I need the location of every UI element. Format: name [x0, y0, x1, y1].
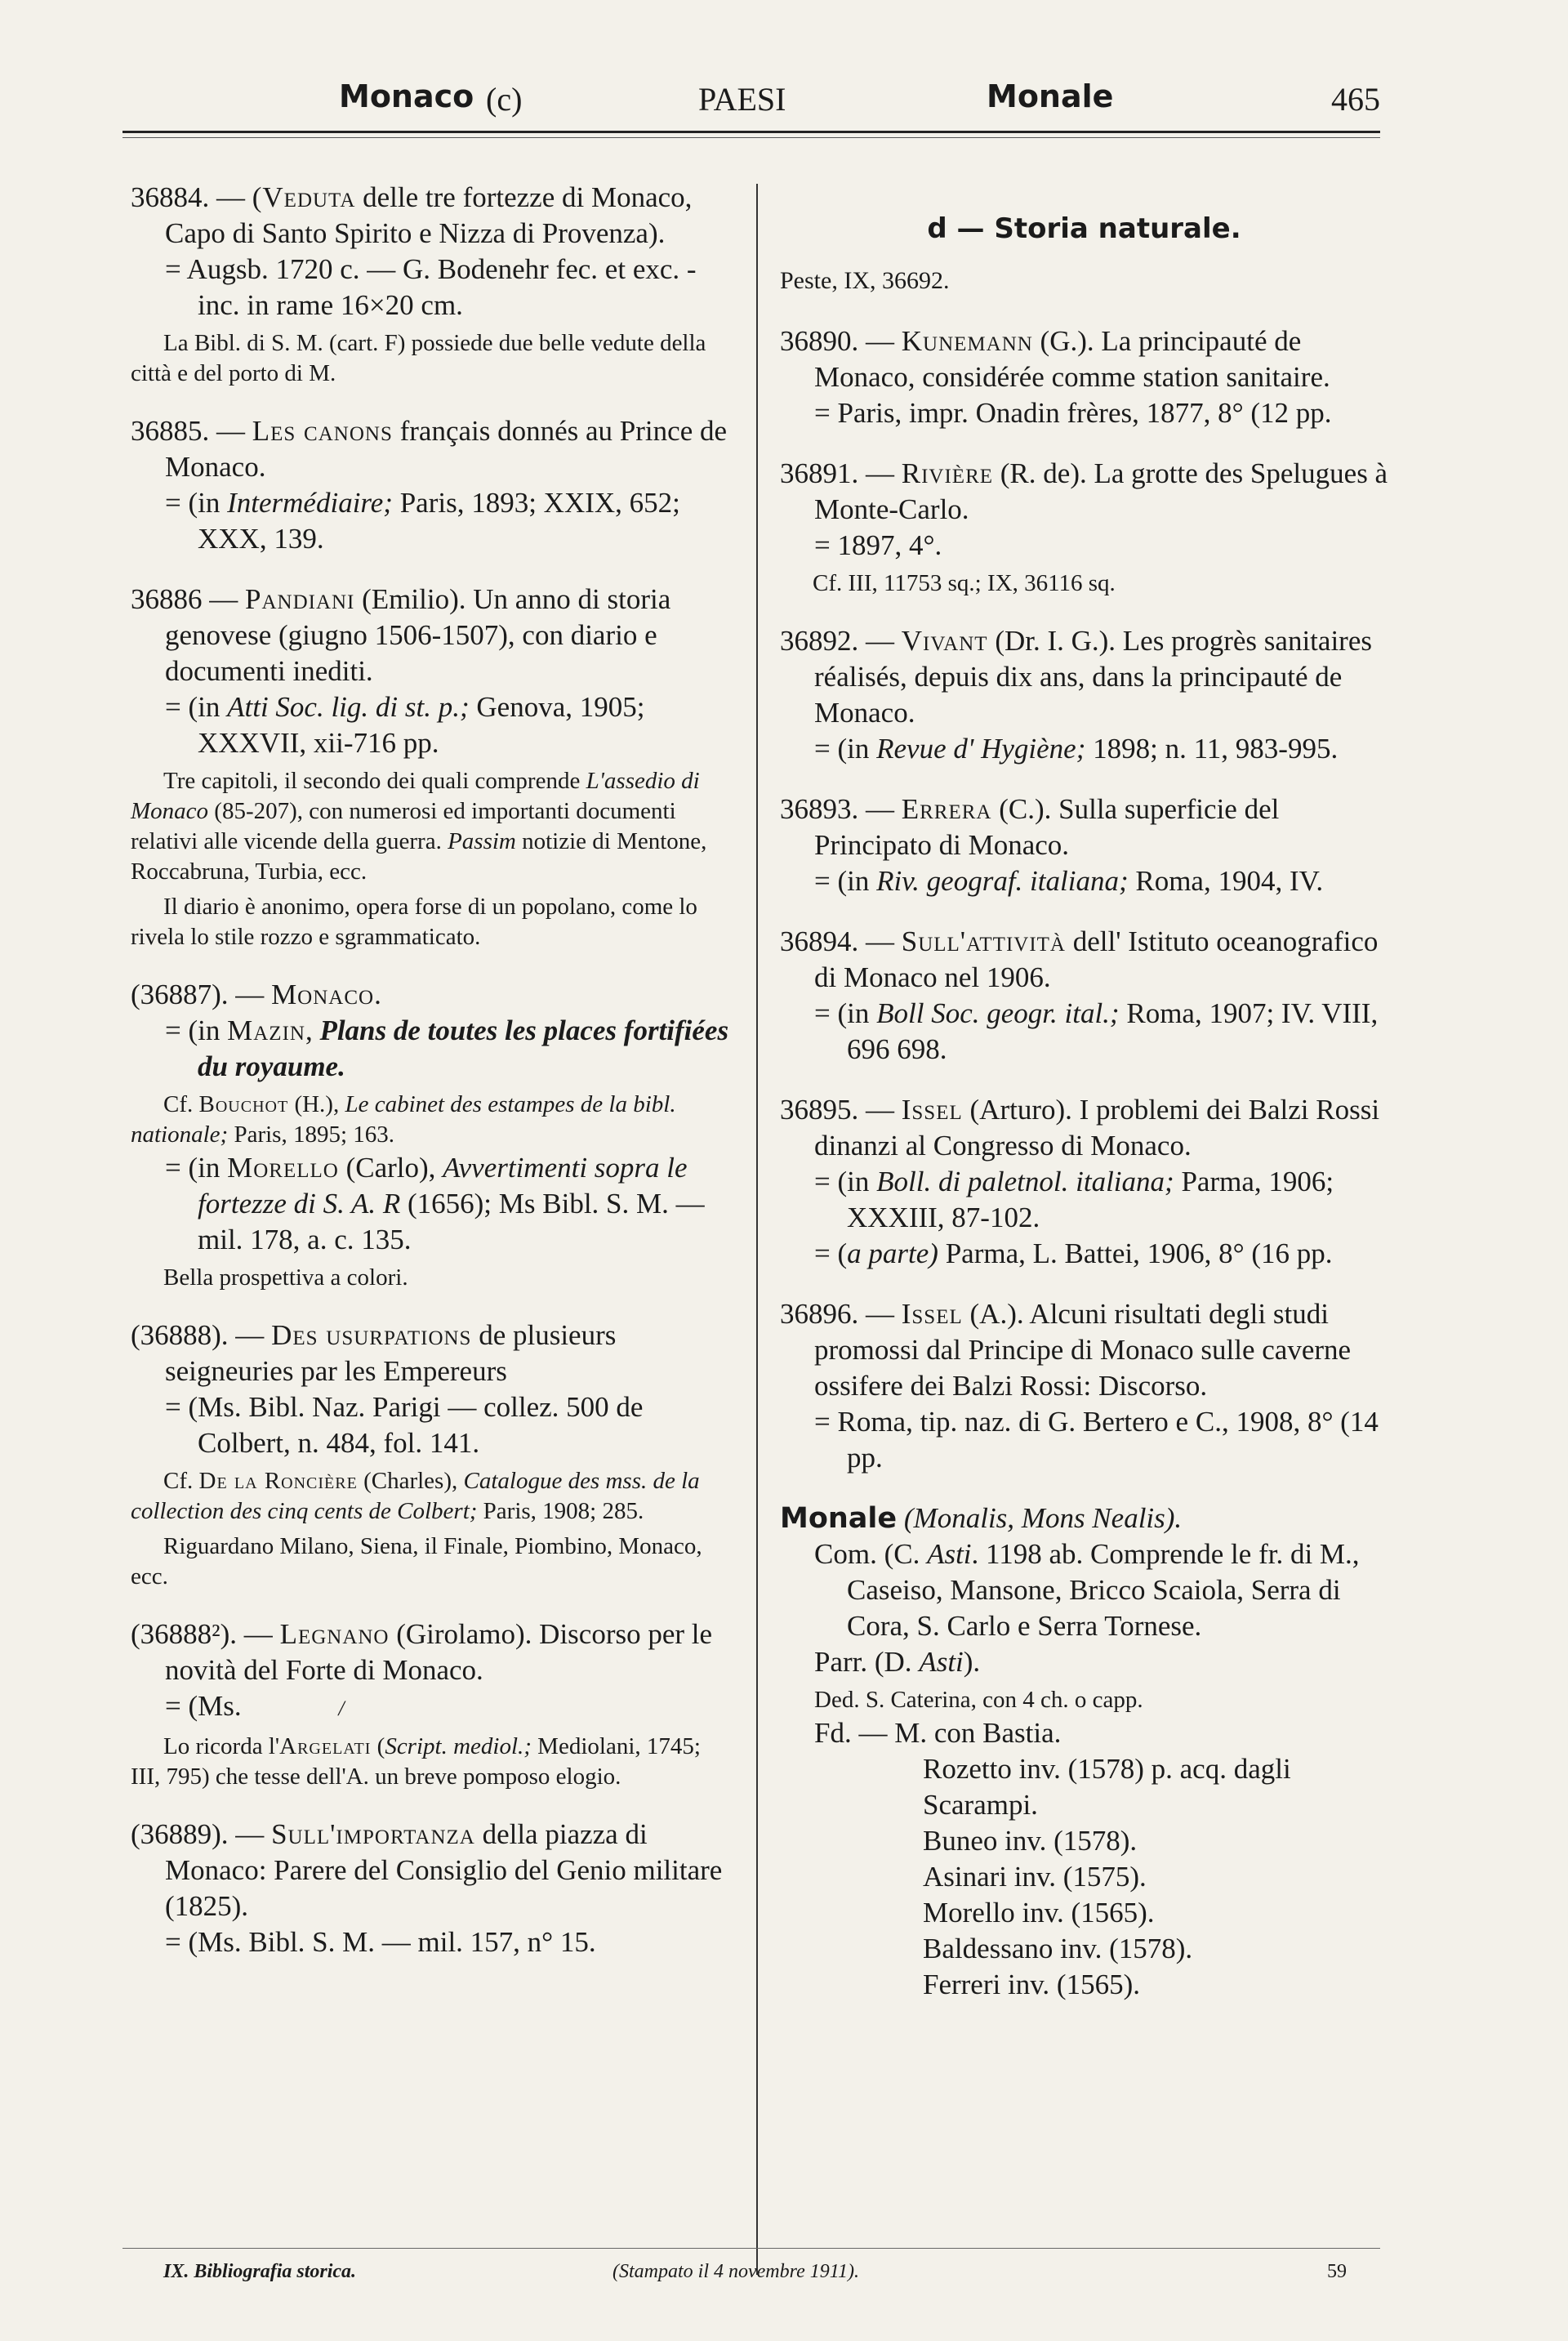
entry-36884-publication: = Augsb. 1720 c. — G. Bodenehr fec. et exc. - inc. in rame 16×20 cm.	[165, 253, 697, 321]
entry-36888-note-1	[131, 1466, 735, 1527]
note-italic: Le cabinet des estampes de la bibl. nationale;	[131, 1091, 676, 1148]
entry-36893	[780, 791, 1388, 899]
pub-text: = (Ms.	[165, 1690, 242, 1722]
entry-36895-offprint	[780, 1236, 1388, 1272]
pub-title: Plans de toutes les places fortifiées du royaume.	[198, 1014, 729, 1082]
entry-title: Sull'importanza	[271, 1818, 475, 1850]
pub-prefix: = (in	[165, 1014, 228, 1046]
note-author: De la Roncière	[198, 1468, 358, 1494]
entry-number: (36887). —	[131, 979, 265, 1010]
pub-journal: Intermédiaire;	[227, 487, 393, 519]
monale-heading	[780, 1500, 1388, 1536]
feudo-item: Buneo inv. (1578).	[923, 1825, 1138, 1857]
entry-text: della piazza di Monaco: Parere del Consiglio del Genio militare (1825).	[165, 1818, 723, 1922]
entry-36887-note-1	[131, 1090, 735, 1150]
entry-36888	[131, 1318, 735, 1592]
note-text: Lo ricorda l'	[163, 1733, 280, 1759]
pub-details: Paris, 1893; XXIX, 652; XXX, 139.	[198, 487, 680, 555]
entry-36888-2-main	[131, 1616, 735, 1688]
section-heading: d — Storia naturale.	[927, 212, 1241, 245]
right-column	[780, 180, 1388, 2003]
column-divider	[756, 184, 758, 2275]
entry-36884-note: La Bibl. di S. M. (cart. F) possiede due belle vedute della città e del porto di M.	[131, 330, 706, 386]
entry-36890	[780, 323, 1388, 431]
pub-details: Roma, 1907; IV. VIII, 696 698.	[847, 997, 1379, 1065]
note-text: Paris, 1895; 163.	[228, 1121, 395, 1148]
feudo-item: Ferreri inv. (1565).	[923, 1969, 1140, 2000]
pub-journal: Riv. geograf. italiana;	[876, 865, 1129, 897]
note-text: (H.),	[288, 1091, 345, 1117]
feudo-item: Asinari inv. (1575).	[923, 1861, 1147, 1893]
entry-36890-main	[780, 323, 1388, 395]
feudo-item: Baldessano inv. (1578).	[923, 1933, 1193, 1964]
pub-title: Avvertimenti sopra le fortezze di S. A. R	[198, 1152, 688, 1220]
entry-36888-main	[131, 1318, 735, 1389]
pub-prefix: = (	[814, 1237, 848, 1269]
monale-parrocchia	[780, 1644, 1388, 1680]
entry-36888-2-note	[131, 1732, 735, 1792]
entry-text: (Girolamo). Discorso per le novità del Forte di Monaco.	[165, 1618, 713, 1686]
entry-title: Errera	[901, 793, 992, 825]
running-header	[122, 72, 1380, 129]
header-rule	[122, 131, 1380, 133]
entry-36895	[780, 1092, 1388, 1272]
place-name: Monale	[780, 1502, 898, 1535]
monale-dedication: Ded. S. Caterina, con 4 ch. o capp.	[814, 1687, 1143, 1713]
entry-36887-publication	[131, 1013, 735, 1085]
page-footer	[122, 2261, 1380, 2294]
header-rule-thin	[122, 137, 1380, 138]
entry-36896-main	[780, 1296, 1388, 1404]
entry-36886-note-2: Il diario è anonimo, opera forse di un popolano, come lo rivela lo stile rozzo e sgrammaticato.	[131, 894, 697, 950]
header-center: PAESI	[698, 81, 786, 118]
pub-journal: Boll Soc. geogr. ital.;	[876, 997, 1120, 1029]
entry-number: 36884. —	[131, 181, 245, 213]
pub-journal: Boll. di paletnol. italiana;	[876, 1166, 1174, 1197]
entry-title: Monaco.	[271, 979, 382, 1010]
entry-36894-publication	[780, 996, 1388, 1068]
entry-number: 36890. —	[780, 325, 894, 357]
page-number: 465	[1331, 81, 1380, 118]
entry-36894	[780, 924, 1388, 1068]
entry-36893-publication	[780, 863, 1388, 899]
entry-36885-main	[131, 413, 735, 485]
entry-36885	[131, 413, 735, 557]
entry-number: 36891. —	[780, 457, 894, 489]
entry-36891-note: Cf. III, 11753 sq.; IX, 36116 sq.	[813, 570, 1116, 596]
entry-36891-publication: = 1897, 4°.	[814, 529, 942, 561]
note-italic: Passim	[448, 828, 516, 854]
note-italic: Catalogue des mss. de la collection des cinq cents de Colbert;	[131, 1468, 700, 1524]
entry-number: 36893. —	[780, 793, 894, 825]
entry-36886-publication	[131, 689, 735, 761]
comune-prefix: Com. (C.	[814, 1538, 928, 1570]
note-text: (85-207), con numerosi ed importanti documenti relativi alle vicende della guerra.	[131, 798, 676, 854]
footer-print-date: (Stampato il 4 novembre 1911).	[612, 2261, 859, 2282]
pub-sep: ,	[305, 1014, 320, 1046]
note-italic: Script. mediol.;	[385, 1733, 532, 1759]
entry-number: 36892. —	[780, 625, 894, 657]
header-right: Monale	[987, 78, 1114, 114]
pub-author: Mazin	[227, 1014, 305, 1046]
monale-comune	[780, 1536, 1388, 1644]
entry-title: (Veduta	[252, 181, 356, 213]
parr-suffix: ).	[963, 1646, 981, 1678]
entry-number: 36895. —	[780, 1094, 894, 1126]
entry-36896-publication: = Roma, tip. naz. di G. Bertero e C., 1908, 8° (14 pp.	[814, 1406, 1379, 1474]
entry-text: (G.). La principauté de Monaco, considérée comme station sanitaire.	[814, 325, 1330, 393]
entry-36893-main	[780, 791, 1388, 863]
pub-journal: Revue d' Hygiène;	[876, 733, 1086, 765]
pub-italic: a parte)	[847, 1237, 938, 1269]
place-latin-names: (Monalis, Mons Nealis).	[903, 1502, 1183, 1534]
entry-36887	[131, 977, 735, 1293]
entry-text: (C.). Sulla superficie del Principato di Monaco.	[814, 793, 1280, 861]
entry-title: Issel	[901, 1298, 963, 1330]
cross-reference-peste: Peste, IX, 36692.	[780, 267, 950, 294]
header-left-sub: (c)	[486, 81, 523, 118]
entry-36888-2-publication	[131, 1688, 735, 1727]
entry-36884-main	[131, 180, 735, 252]
entry-number: (36888). —	[131, 1319, 265, 1351]
pub-prefix: = (in	[814, 733, 877, 765]
entry-36884	[131, 180, 735, 389]
entry-text: de plusieurs seigneuries par les Empereurs	[165, 1319, 617, 1387]
entry-title: Legnano	[279, 1618, 390, 1650]
entry-title: Sull'attività	[901, 925, 1066, 957]
entry-36892	[780, 623, 1388, 767]
entry-text: delle tre fortezze di Monaco, Capo di Santo Spirito e Nizza di Provenza).	[165, 181, 693, 249]
pub-prefix: = (in	[165, 1152, 228, 1184]
note-author: Bouchot	[198, 1091, 289, 1117]
entry-number: (36889). —	[131, 1818, 265, 1850]
entry-36888-2	[131, 1616, 735, 1792]
entry-number: 36886 —	[131, 583, 238, 615]
footer-rule	[122, 2248, 1380, 2249]
entry-text: (Arturo). I problemi dei Balzi Rossi dinanzi al Congresso di Monaco.	[814, 1094, 1380, 1162]
comune-province: Asti	[927, 1538, 972, 1570]
note-text: notizie di Mentone, Roccabruna, Turbia, ecc.	[131, 828, 707, 885]
entry-text: (A.). Alcuni risultati degli studi promossi dal Principe di Monaco sulle caverne ossifere dei Balzi Rossi: Discorso.	[814, 1298, 1352, 1402]
note-text: Paris, 1908; 285.	[477, 1498, 644, 1524]
entry-36889-main	[131, 1817, 735, 1924]
entry-number: (36888²). —	[131, 1618, 273, 1650]
entry-36896	[780, 1296, 1388, 1476]
header-left: Monaco	[339, 78, 474, 114]
entry-36887-note-2: Bella prospettiva a colori.	[163, 1264, 408, 1291]
pub-details: (1656); Ms Bibl. S. M. — mil. 178, a. c. 135.	[198, 1188, 705, 1255]
monale-feudo: Fd. — M. con Bastia.	[814, 1717, 1062, 1749]
pub-details: Parma, 1906; XXXIII, 87-102.	[847, 1166, 1334, 1233]
pub-text: (Carlo),	[338, 1152, 443, 1184]
entry-36886-main	[131, 582, 735, 689]
entry-text: (R. de). La grotte des Spelugues à Monte-Carlo.	[814, 457, 1388, 525]
entry-36892-main	[780, 623, 1388, 731]
entry-title: Rivière	[901, 457, 994, 489]
note-text: Cf.	[163, 1468, 199, 1494]
pub-prefix: = (in	[165, 487, 228, 519]
monale-entry	[780, 1500, 1388, 2003]
pub-journal: Atti Soc. lig. di st. p.;	[227, 691, 470, 723]
entry-number: 36896. —	[780, 1298, 894, 1330]
entry-36890-publication: = Paris, impr. Onadin frères, 1877, 8° (12 pp.	[814, 397, 1332, 429]
left-column	[131, 180, 735, 1960]
entry-text: (Dr. I. G.). Les progrès sanitaires réalisés, depuis dix ans, dans la principauté de Monaco.	[814, 625, 1372, 729]
pub-author: Morello	[227, 1152, 339, 1184]
pub-details: Genova, 1905; XXXVII, xii-716 pp.	[198, 691, 645, 759]
entry-36886-note-1	[131, 766, 735, 887]
entry-title: Issel	[901, 1094, 963, 1126]
note-text: (	[371, 1733, 385, 1759]
entry-36886	[131, 582, 735, 952]
comune-text: . 1198 ab. Comprende le fr. di M., Caseiso, Mansone, Bricco Scaiola, Serra di Cora, S. Carlo e Serra Tornese.	[847, 1538, 1360, 1642]
pub-prefix: = (in	[814, 1166, 877, 1197]
note-text: Mediolani, 1745; III, 795) che tesse dell'A. un breve pomposo elogio.	[131, 1733, 701, 1790]
note-italic: L'assedio di Monaco	[131, 768, 700, 824]
pub-details: Parma, L. Battei, 1906, 8° (16 pp.	[938, 1237, 1333, 1269]
entry-text: dell' Istituto oceanografico di Monaco nel 1906.	[814, 925, 1379, 993]
entry-title: Pandiani	[245, 583, 355, 615]
feudo-item: Rozetto inv. (1578) p. acq. dagli Scarampi.	[923, 1753, 1291, 1821]
entry-36888-note-2: Riguardano Milano, Siena, il Finale, Piombino, Monaco, ecc.	[131, 1533, 702, 1590]
pub-prefix: = (in	[814, 997, 877, 1029]
footer-signature-number: 59	[1327, 2261, 1347, 2282]
entry-title: Les canons	[252, 415, 393, 447]
entry-36888-publication: = (Ms. Bibl. Naz. Parigi — collez. 500 de Colbert, n. 484, fol. 141.	[165, 1391, 644, 1459]
entry-36894-main	[780, 924, 1388, 996]
entry-number: 36885. —	[131, 415, 245, 447]
entry-36887-main	[131, 977, 735, 1013]
parr-diocese: Asti	[919, 1646, 964, 1678]
entry-text: (Emilio). Un anno di storia genovese (giugno 1506-1507), con diario e documenti inediti.	[165, 583, 671, 687]
entry-36887-publication-2	[131, 1150, 735, 1258]
entry-36889-publication: = (Ms. Bibl. S. M. — mil. 157, n° 15.	[165, 1926, 596, 1958]
footer-series: IX. Bibliografia storica.	[163, 2261, 357, 2282]
entry-36891	[780, 456, 1388, 599]
entry-36892-publication	[780, 731, 1388, 767]
note-author: Argelati	[279, 1733, 372, 1759]
pub-details: Roma, 1904, IV.	[1128, 865, 1324, 897]
entry-36889	[131, 1817, 735, 1960]
entry-36885-publication	[131, 485, 735, 557]
entry-title: Vivant	[901, 625, 988, 657]
entry-text: français donnés au Prince de Monaco.	[165, 415, 728, 483]
feudo-item: Morello inv. (1565).	[923, 1897, 1155, 1929]
entry-title: Kunemann	[901, 325, 1033, 357]
note-text: Tre capitoli, il secondo dei quali comprende	[163, 768, 586, 794]
parr-prefix: Parr. (D.	[814, 1646, 920, 1678]
entry-number: 36894. —	[780, 925, 894, 957]
note-text: (Charles),	[357, 1468, 464, 1494]
pub-prefix: = (in	[165, 691, 228, 723]
pub-details: 1898; n. 11, 983-995.	[1085, 733, 1339, 765]
entry-36895-publication	[780, 1164, 1388, 1236]
pub-prefix: = (in	[814, 865, 877, 897]
entry-36895-main	[780, 1092, 1388, 1164]
entry-title: Des usurpations	[271, 1319, 472, 1351]
handwritten-mark: /	[338, 1697, 345, 1720]
note-text: Cf.	[163, 1091, 199, 1117]
entry-36891-main	[780, 456, 1388, 528]
